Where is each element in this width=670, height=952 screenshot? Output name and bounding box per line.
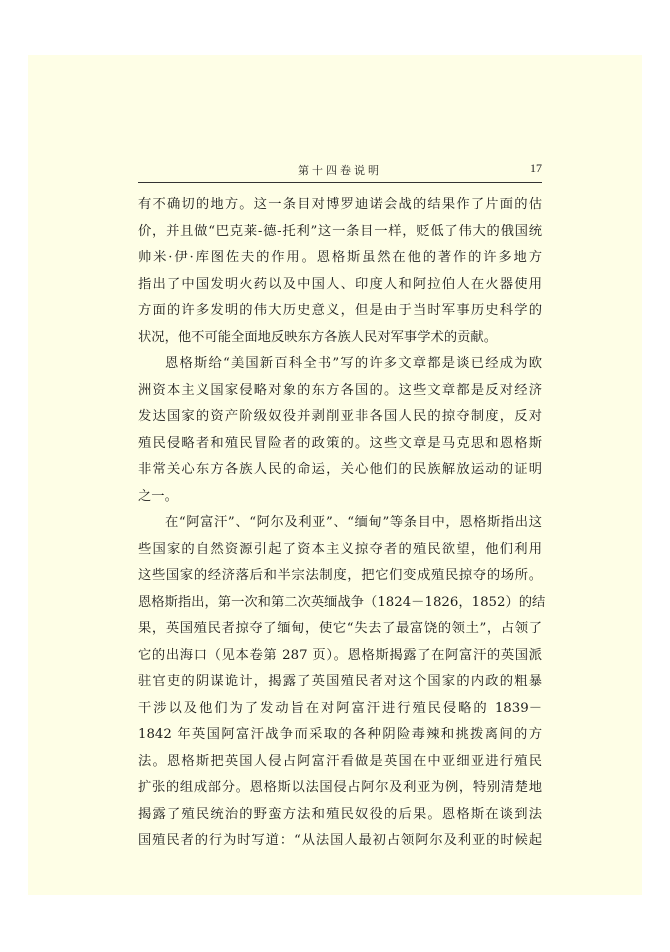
text-line: 法。恩格斯把英国人侵占阿富汗看做是英国在中亚细亚进行殖民 [138,753,542,769]
text-line: 价，并且做“巴克莱-德-托利”这一条目一样，贬低了伟大的俄国统 [138,223,542,239]
text-line: 之一。 [138,488,178,504]
text-line: 它的出海口（见本卷第 287 页）。恩格斯揭露了在阿富汗的英国派 [138,647,542,663]
text-line: 在“阿富汗”、“阿尔及利亚”、“缅甸”等条目中，恩格斯指出这 [165,515,542,530]
text-line: 指出了中国发明火药以及中国人、印度人和阿拉伯人在火器使用 [138,276,542,292]
text-line: 果，英国殖民者掠夺了缅甸，使它“失去了最富饶的领土”，占领了 [138,621,542,636]
text-line: 发达国家的资产阶级奴役并剥削亚非各国人民的掠夺制度，反对 [138,409,542,424]
text-line: 些国家的自然资源引起了资本主义掠夺者的殖民欲望，他们利用 [138,541,542,557]
text-line: 干涉以及他们为了发动旨在对阿富汗进行殖民侵略的 1839－ [138,700,542,716]
text-line: 非常关心东方各族人民的命运，关心他们的民族解放运动的证明 [138,462,542,477]
text-line: 洲资本主义国家侵略对象的东方各国的。这些文章都是反对经济 [138,382,542,398]
text-line: 有不确切的地方。这一条目对博罗迪诺会战的结果作了片面的估 [138,197,542,212]
text-line: 状况，他不可能全面地反映东方各族人民对军事学术的贡献。 [138,329,498,345]
text-line: 1842 年英国阿富汗战争而采取的各种阴险毒辣和挑拨离间的方 [138,727,542,742]
text-line: 帅米·伊·库图佐夫的作用。恩格斯虽然在他的著作的许多地方 [138,250,542,265]
text-line: 揭露了殖民统治的野蛮方法和殖民奴役的后果。恩格斯在谈到法 [138,806,542,822]
text-line: 殖民侵略者和殖民冒险者的政策的。这些文章是马克思和恩格斯 [138,435,542,451]
text-line: 驻官吏的阴谋诡计，揭露了英国殖民者对这个国家的内政的粗暴 [138,674,542,689]
text-line: 恩格斯给“美国新百科全书”写的许多文章都是谈已经成为欧 [165,356,542,371]
text-line: 这些国家的经济落后和半宗法制度，把它们变成殖民掠夺的场所。 [138,568,542,583]
text-line: 方面的许多发明的伟大历史意义，但是由于当时军事历史科学的 [138,303,542,318]
text-line: 恩格斯指出，第一次和第二次英缅战争（1824－1826，1852）的结 [138,594,546,610]
page-number: 17 [530,161,542,175]
text-line: 国殖民者的行为时写道：“从法国人最初占领阿尔及利亚的时候起 [138,833,542,848]
header-title: 第十四卷说明 [298,164,382,177]
text-line: 扩张的组成部分。恩格斯以法国侵占阿尔及利亚为例，特别清楚地 [138,780,542,795]
running-header [138,160,542,183]
body-text [138,192,546,855]
